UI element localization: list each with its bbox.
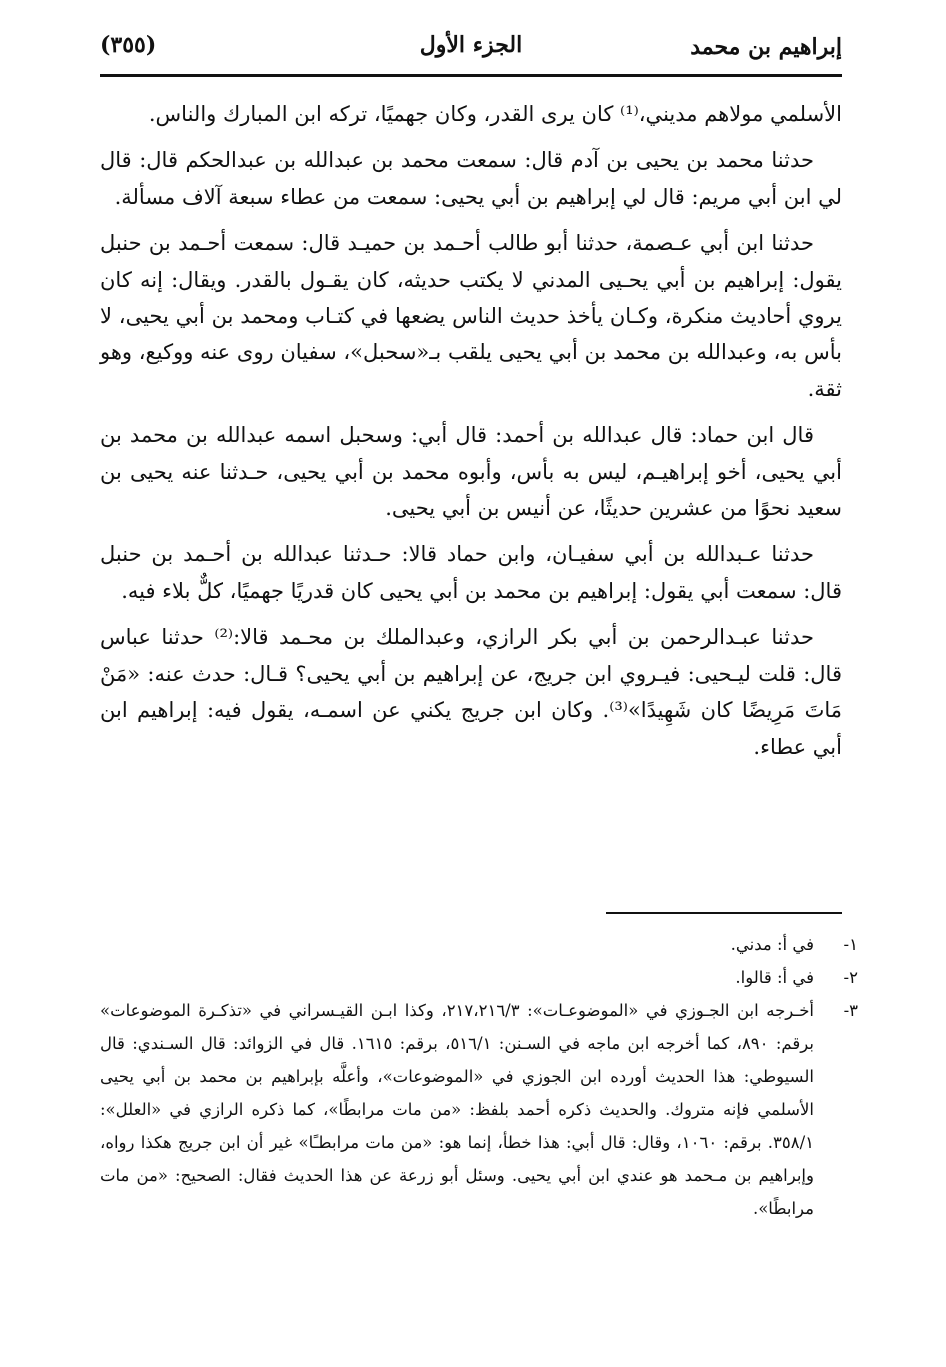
footnote-text: في أ: مدني.: [730, 935, 814, 954]
page-header: [100, 28, 842, 72]
paragraph: قال ابن حماد: قال عبدالله بن أحمد: قال أبي: وسحبل اسمه عبدالله بن محمد بن أبي يحيى، أخو إبراهيـم، ليس به بأس، وأبوه محمد بن أبي يحيى، حـدثنا عنه يحيى بن سعيد نحوًا من عشرين حديثًا، عن أنيس بن أبي يحيى.: [100, 423, 842, 521]
running-head-name: إبراهيم بن محمد: [690, 34, 842, 60]
footnote: [100, 928, 858, 961]
page-number: (٣٥٥): [100, 32, 157, 58]
footnote-text: في أ: قالوا.: [735, 968, 814, 987]
footnote-number: ٣-: [843, 1001, 859, 1020]
paragraph: حدثنا عبـدالرحمن بن أبي بكر الرازي، وعبدالملك بن محـمد قالا:⁽²⁾ حدثنا عباس قال: قلت ليـحيى: فيـروي ابن جريج، عن إبراهيم بن أبي يحيى؟ قـال: حدث عنه: «مَنْ مَاتَ مَرِيضًا كان شَهِيدًا»⁽³⁾. وكان ابن جريج يكني عن اسمـه، يقول فيه: إبراهيم ابن أبي عطاء.: [100, 625, 842, 759]
footnote: [100, 994, 859, 1225]
main-text: [100, 96, 842, 775]
running-head-part: الجزء الأول: [419, 32, 523, 58]
paragraph: الأسلمي مولاهم مديني،⁽¹⁾ كان يرى القدر، وكان جهميًا، تركه ابن المبارك والناس.: [148, 102, 842, 126]
paragraph: حدثنا محمد بن يحيى بن آدم قال: سمعت محمد بن عبدالله بن عبدالحكم قال: قال لي ابن أبي مريم: قال لي إبراهيم بن أبي يحيى: سمعت من عطاء سبعة آلاف مسألة.: [100, 148, 842, 209]
footnote-number: ١-: [843, 935, 858, 954]
footnote: [100, 961, 858, 994]
footnote-text: أخـرجه ابن الجـوزي في «الموضوعـات»: ٢١٧،٢١٦/٣، وكذا ابـن القيـسراني في «تذكـرة الموضوعات» برقم: ٨٩٠، كما أخرجه ابن ماجه في السـنن: ٥١٦/١، برقم: ١٦١٥. قال في الزوائد: قال السـندي: قال السيوطي: هذا الحديث أورده ابن الجوزي في «الموضوعات»، وأعلَّه بإبراهيم بن محمد بن أبي يحيى الأسلمي فإنه متروك. والحديث ذكره أحمد بلفظ: «من مات مرابطًا»، كما ذكره الرازي في «العلل»: ٣٥٨/١. برقم: ١٠٦٠، وقال: قال أبي: هذا خطأ، إنما هو: «من مات مرابطـًا» غير أن ابن جريج هكذا رواه، وإبراهيم بن مـحمد هو عندي ابن أبي يحيى. وسئل أبو زرعة عن هذا الحديث فقال: الصحيح: «من مات مرابطًا».: [100, 1001, 815, 1218]
paragraph: حدثنا ابن أبي عـصمة، حدثنا أبو طالب أحـمد بن حميـد قال: سمعت أحـمد بن حنبل يقول: إبراهيم بن أبي يحـيى المدني لا يكتب حديثه، كان يقـول بالقدر. ويقال: إنه كان يروي أحاديث منكرة، وكـان يأخذ حديث الناس يضعها في كتـاب ومحمد بن أبي يحيى، لا بأس به، وعبدالله بن محمد بن أبي يحيى يلقب بـ«سحبل»، سفيان روى عنه ووكيع، وهو ثقة.: [100, 231, 842, 401]
footnote-separator: [606, 912, 842, 914]
header-rule: [100, 74, 842, 77]
paragraph: حدثنا عـبدالله بن أبي سفيـان، وابن حماد قالا: حـدثنا عبدالله بن أحـمد بن حنبل قال: سمعت أبي يقول: إبراهيم بن محمد بن أبي يحيى كان قدريًا جهميًا، كلٌّ بلاء فيه.: [100, 542, 842, 603]
footnote-number: ٢-: [843, 968, 858, 987]
footnotes: [100, 928, 859, 1225]
